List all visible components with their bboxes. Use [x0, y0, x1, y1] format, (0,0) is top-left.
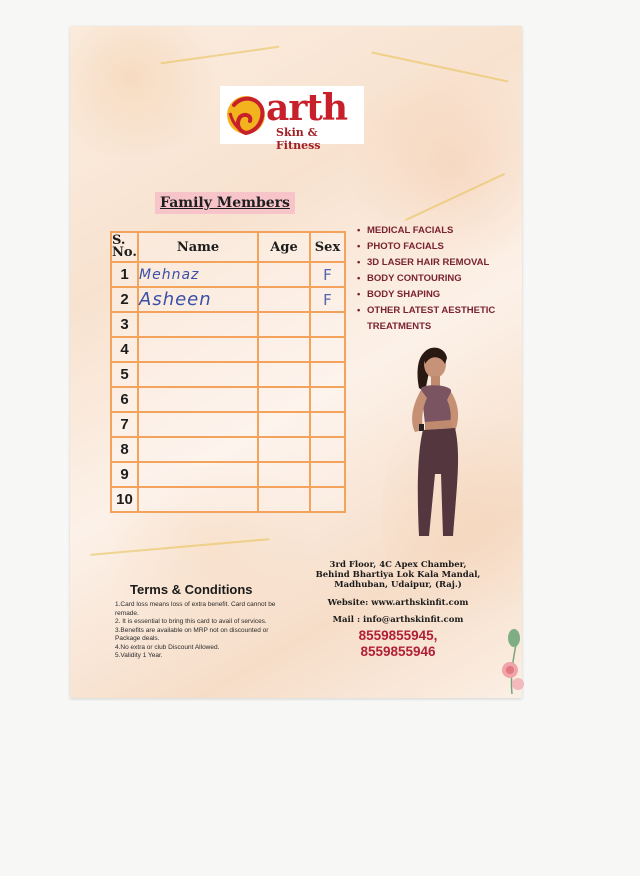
header-sex: Sex [310, 232, 345, 262]
member-sex [310, 412, 345, 437]
member-sex [310, 437, 345, 462]
member-sex [310, 487, 345, 512]
logo-tagline: Skin & Fitness [276, 126, 321, 152]
service-item: • MEDICAL FACIALS [357, 223, 522, 239]
member-sex [310, 387, 345, 412]
table-row [111, 487, 345, 512]
logo-face-icon [224, 91, 270, 139]
member-age [258, 312, 310, 337]
terms-title: Terms & Conditions [130, 582, 253, 597]
phone-number: 8559855946 [360, 644, 436, 659]
table-row [111, 387, 345, 412]
table-row [111, 437, 345, 462]
member-name [138, 412, 258, 437]
member-name: Asheen [138, 287, 258, 312]
family-members-table [110, 231, 346, 513]
service-item: • BODY SHAPING [357, 287, 522, 303]
table-row [111, 287, 345, 312]
row-number: 5 [111, 362, 138, 387]
member-name [138, 312, 258, 337]
terms-item: 2. It is essential to bring this card to avail of services. [115, 618, 267, 625]
row-number: 2 [111, 287, 138, 312]
service-item: • BODY CONTOURING [357, 271, 522, 287]
member-name [138, 462, 258, 487]
member-age [258, 362, 310, 387]
contact-block [313, 560, 483, 660]
header-name: Name [138, 232, 258, 262]
header-sno: S. No. [112, 233, 137, 260]
table-row [111, 337, 345, 362]
row-number: 4 [111, 337, 138, 362]
flower-decoration-icon [492, 624, 526, 694]
phone-number: 8559855945, [358, 628, 438, 643]
member-name: Mehnaz [138, 262, 258, 287]
member-age [258, 262, 310, 287]
table-row [111, 362, 345, 387]
terms-list [115, 601, 290, 661]
member-sex [310, 337, 345, 362]
address: 3rd Floor, 4C Apex Chamber, Behind Bhartiya Lok Kala Mandal, Madhuban, Udaipur, (Raj.) [315, 560, 481, 590]
terms-item: 3.Benefits are available on MRP not on discounted or Package deals. [115, 626, 269, 642]
website: Website: www.arthskinfit.com [327, 598, 469, 608]
member-name [138, 387, 258, 412]
service-item: • OTHER LATEST AESTHETIC TREATMENTS [357, 303, 522, 335]
membership-card [70, 26, 522, 698]
member-sex [310, 462, 345, 487]
row-number: 3 [111, 312, 138, 337]
header-age: Age [258, 232, 310, 262]
row-number: 1 [111, 262, 138, 287]
member-age [258, 337, 310, 362]
services-list [357, 223, 522, 335]
member-age [258, 462, 310, 487]
member-sex: F [310, 262, 345, 287]
member-name [138, 487, 258, 512]
email: Mail : info@arthskinfit.com [332, 615, 464, 625]
member-age [258, 487, 310, 512]
table-row [111, 312, 345, 337]
row-number: 6 [111, 387, 138, 412]
service-item: • 3D LASER HAIR REMOVAL [357, 255, 522, 271]
member-sex [310, 362, 345, 387]
family-members-title: Family Members [155, 192, 295, 214]
terms-item: 4.No extra or club Discount Allowed. [115, 643, 220, 651]
member-sex: F [310, 287, 345, 312]
row-number: 7 [111, 412, 138, 437]
member-age [258, 437, 310, 462]
service-item: • PHOTO FACIALS [357, 239, 522, 255]
table-row [111, 262, 345, 287]
terms-item: 1.Card loss means loss of extra benefit. Card cannot be remade. [115, 601, 276, 617]
row-number: 10 [111, 487, 138, 512]
member-sex [310, 312, 345, 337]
member-age [258, 412, 310, 437]
member-name [138, 337, 258, 362]
member-name [138, 362, 258, 387]
table-row [111, 462, 345, 487]
table-row [111, 412, 345, 437]
member-age [258, 387, 310, 412]
logo-wordmark: arth [266, 87, 348, 129]
row-number: 8 [111, 437, 138, 462]
member-name [138, 437, 258, 462]
brand-logo [220, 86, 364, 152]
terms-item: 5.Validity 1 Year. [115, 652, 163, 659]
row-number: 9 [111, 462, 138, 487]
member-age [258, 287, 310, 312]
table-header-row [111, 232, 345, 262]
marble-texture [70, 26, 230, 156]
fitness-model-image [395, 344, 475, 536]
phone-numbers [313, 628, 483, 660]
